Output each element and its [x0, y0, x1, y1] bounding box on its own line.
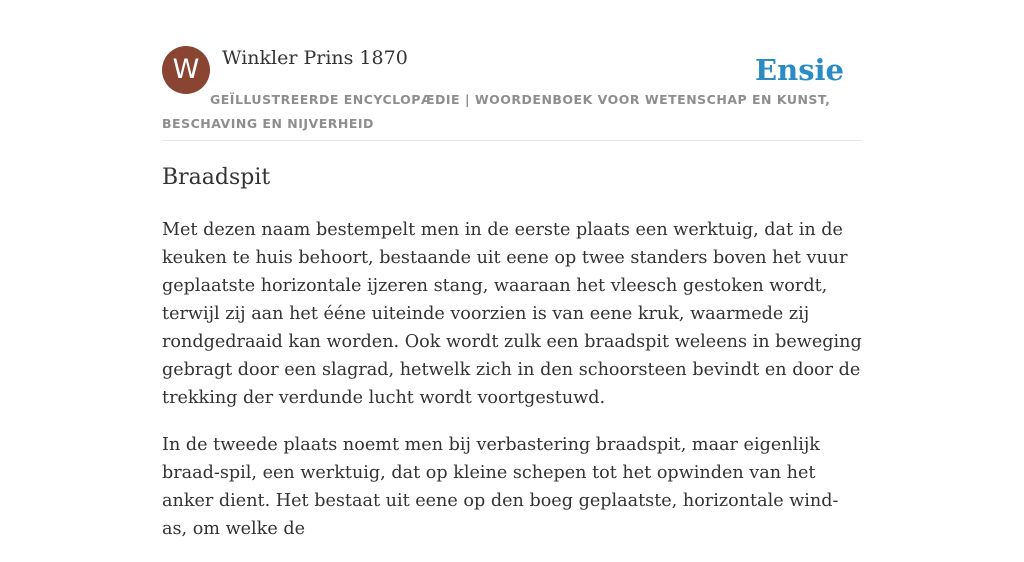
- entry-title: Braadspit: [162, 165, 271, 190]
- entry-paragraph: In de tweede plaats noemt men bij verbastering braadspit, maar eigenlijk braad-spil, een werktuig, dat op kleine schepen tot het opwinden van het anker dient. Het bestaat uit eene op den boeg geplaatste, horizontale wind-as, om welke de: [162, 435, 839, 539]
- source-avatar[interactable]: W: [162, 46, 210, 94]
- source-header: [162, 46, 862, 141]
- source-title[interactable]: Winkler Prins 1870: [222, 47, 408, 69]
- ensie-logo[interactable]: Ensie: [755, 53, 844, 87]
- source-subtitle: GEÏLLUSTREERDE ENCYCLOPÆDIE | WOORDENBOEK VOOR WETENSCHAP EN KUNST, BESCHAVING EN NIJVERHEID: [162, 92, 831, 131]
- entry-body: [162, 216, 862, 562]
- entry-paragraph: Met dezen naam bestempelt men in de eerste plaats een werktuig, dat in de keuken te huis behoort, bestaande uit eene op twee standers boven het vuur geplaatste horizontale ijzeren stang, waaraan het vleesch gestoken wordt, terwijl zij aan het ééne uiteinde voorzien is van eene kruk, waarmede zij rondgedraaid kan worden. Ook wordt zulk een braadspit weleens in beweging gebragt door een slagrad, hetwelk zich in den schoorsteen bevindt en door de trekking der verdunde lucht wordt voortgestuwd.: [162, 220, 862, 408]
